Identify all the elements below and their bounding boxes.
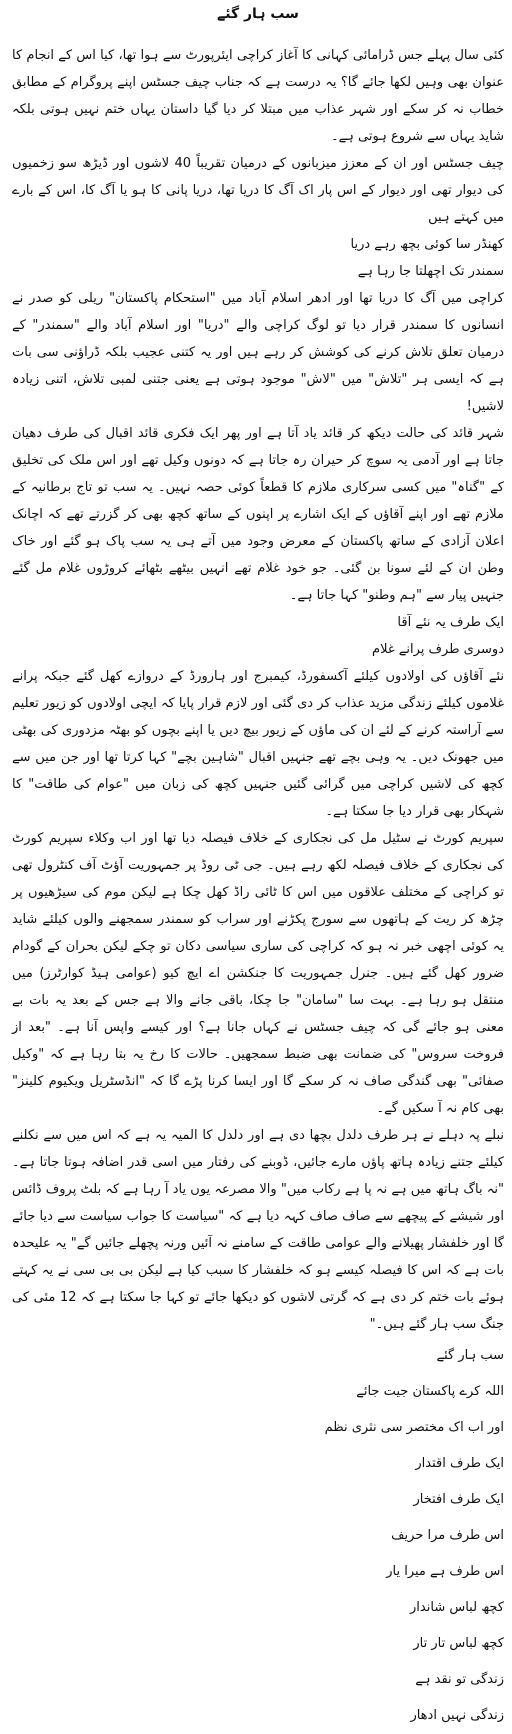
- article-title: سب ہار گئے: [217, 6, 299, 22]
- paragraph: نئے آقاؤں کی اولادوں کیلئے آکسفورڈ، کیمبرج اور ہارورڈ کے دروازے کھل گئے جبکہ پرانے غلاموں کیلئے زندگی مزید عذاب کر دی گئی اور لازم قرار پایا کہ ایچی اولادوں کو زیور تعلیم سے آراستہ کرنے کے لئے ان کی ماؤں کے زیور بیچ دیں یا اپنے بچوں کو بھٹہ مزدوری کی بھٹی میں جھونک دیں۔ یہ وہی بچے تھے جنہیں اقبال "شاہین بچے" کہا کرتا تھا اور جن میں سے کچھ کی لاشیں کراچی میں گرائی گئیں جنہیں کچھ کی زبان میں "عوام کی طاقت" کا شہکار بھی قرار دیا جا سکتا ہے۔: [12, 669, 504, 819]
- poem-line: اس طرف ہے میرا یار: [386, 1564, 504, 1579]
- poem-line: سب ہار گئے: [436, 1348, 504, 1363]
- poem-line: زندگی تو نقد ہے: [415, 1672, 504, 1687]
- verse-line: دوسری طرف پرانے غلام: [372, 642, 504, 657]
- verse-line: سمندر تک اچھلتا جا رہا ہے: [357, 264, 504, 279]
- poem-line: اس طرف مرا حریف: [391, 1528, 504, 1543]
- paragraph: سپریم کورٹ نے سٹیل مل کی نجکاری کے خلاف فیصلہ دیا تھا اور اب وکلاء سپریم کورٹ کی نجکاری کے خلاف فیصلہ لکھ رہے ہیں۔ جی ٹی روڈ پر جمہوریت آؤٹ آف کنٹرول تھی تو کراچی کے مختلف علاقوں میں اس کا ٹائی راڈ کھل چکا ہے لیکن موم کی سیڑھیوں پر چڑھ کر ریت کے ہاتھوں سے سورج پکڑنے اور سراب کو سمندر سمجھنے والوں کیلئے شاید یہ کوئی اچھی خبر نہ ہو کہ کراچی کی ساری سیاسی دکان تو چکے لیکن بحران کے گودام ضرور کھل گئے ہیں۔ جنرل جمہوریت کا جنکشن اے ایچ کیو (عوامی ہیڈ کوارٹرز) میں منتقل ہو رہا ہے۔ بہت سا "سامان" جا چکا، باقی جانے والا ہے جس کے بعد یہ بات بے معنی ہو جائے گی کہ چیف جسٹس نے کہاں جانا ہے؟ اور کیسے واپس آنا ہے۔ "بعد از فروخت سروس" کی ضمانت بھی ضبط سمجھیں۔ حالات کا رخ یہ بتا رہا ہے کہ "وکیل صفائی" بھی گندگی صاف نہ کر سکے گا اور ایسا کرنا پڑے گا کہ "انڈسٹریل ویکیوم کلینز" بھی کام نہ آ سکیں گے۔: [12, 831, 504, 1116]
- poem-line: ایک طرف افتخار: [413, 1492, 504, 1507]
- poem-line: اور اب اک مختصر سی نثری نظم: [324, 1420, 504, 1435]
- paragraph: کراچی میں آگ کا دریا تھا اور ادھر اسلام آباد میں "استحکام پاکستان" ریلی کو صدر نے انسانوں کا سمندر قرار دیا تو لوگ کراچی والے "دریا" اور اسلام آباد والے "سمندر" کے درمیان تعلق تلاش کرنے کی کوشش کر رہے ہیں اور یہ کتنی عجیب بلکہ ڈراؤنی سی بات ہے کہ ایسی ہر "تلاش" میں "لاش" موجود ہوتی ہے یعنی جتنی لمبی تلاش، اتنی زیادہ لاشیں!: [12, 291, 504, 414]
- poem-line: ایک طرف اقتدار: [415, 1456, 504, 1471]
- poem-line: زندگی نہیں ادھار: [410, 1708, 504, 1723]
- paragraph: شہر قائد کی حالت دیکھ کر قائد یاد آتا ہے اور پھر ایک فکری قائد اقبال کی طرف دھیان جاتا ہے اور آدمی یہ سوچ کر حیران رہ جاتا ہے کہ دونوں وکیل تھے اور اس ملک کی تخلیق کے "گناہ" میں کسی سرکاری ملازم کا قطعاً کوئی حصہ نہیں۔ یہ سب تو تاج برطانیہ کے ملازم تھے اور اپنے آقاؤں کے ایک اشارے پر اپنوں کے ساتھ کچھ بھی کر گزرتے تھے کہ اچانک اعلان آزادی کے ساتھ پاکستان کے معرض وجود میں آتے ہی یہ سب پاک ہو گئے اور خاک وطن ان کے لئے سونا بن گئی۔ جو خود غلام تھے انہیں بیٹھے بٹھائے کروڑوں غلام مل گئے جنہیں پیار سے "ہم وطنو" کہا جاتا ہے۔: [12, 426, 504, 603]
- paragraph: نبلے پہ دہلے نے ہر طرف دلدل بچھا دی ہے اور دلدل کا المیہ یہ ہے کہ اس میں سے نکلنے کیلئے جتنے زیادہ ہاتھ پاؤں مارے جائیں، ڈوبنے کی رفتار میں اسی قدر اضافہ ہوتا جاتا ہے۔ "نہ باگ ہاتھ میں ہے نہ پا ہے رکاب میں" والا مصرعہ یوں یاد آ رہا ہے کہ بلٹ پروف ڈائس اور شیشے کے پیچھے سے صاف صاف کہہ دیا ہے کہ "سیاست کا جواب سیاست سے دیا جائے گا اور خلفشار پھیلانے والے عوامی طاقت کے سامنے نہ آئیں ورنہ پچھلے جائیں گے" یہ علیحدہ بات ہے کہ اس کا فیصلہ کیسے ہو کہ خلفشار کا سبب کیا ہے لیکن بی بی سی نے یہ کہتے ہوئے بات ختم کر دی ہے کہ گرتی لاشوں کو دیکھا جائے تو کہا جا سکتا ہے کہ 12 مئی کی جنگ سب ہار گئے ہیں۔": [12, 1128, 504, 1332]
- poem-line: کچھ لباس تار تار: [413, 1636, 504, 1651]
- poem-line: کچھ لباس شاندار: [410, 1600, 504, 1615]
- closing-poem: [12, 1338, 504, 1734]
- paragraph: کئی سال پہلے جس ڈرامائی کہانی کا آغاز کراچی ایئرپورٹ سے ہوا تھا، کیا اس کے انجام کا عنوان بھی وہیں لکھا جائے گا؟ یہ درست ہے کہ جناب چیف جسٹس اپنے پروگرام کے مطابق خطاب نہ کر سکے اور شہر عذاب میں مبتلا کر دیا گیا داستان یہاں ختم نہیں ہوتی بلکہ شاید یہاں سے شروع ہوتی ہے۔: [12, 48, 504, 144]
- paragraph: چیف جسٹس اور ان کے معزز میزبانوں کے درمیان تقریباً 40 لاشوں اور ڈیڑھ سو زخمیوں کی دیوار تھی اور دیوار کے اس پار اک آگ کا دریا تھا، دریا پانی کا ہو یا آگ کا، اس کے بارے میں کہتے ہیں: [12, 156, 505, 225]
- poem-line: اللہ کرے پاکستان جیت جائے: [356, 1384, 504, 1399]
- verse-line: کھنڈر سا کوئی بچھ رہے دریا: [350, 237, 504, 252]
- verse-line: ایک طرف یہ نئے آقا: [397, 615, 504, 630]
